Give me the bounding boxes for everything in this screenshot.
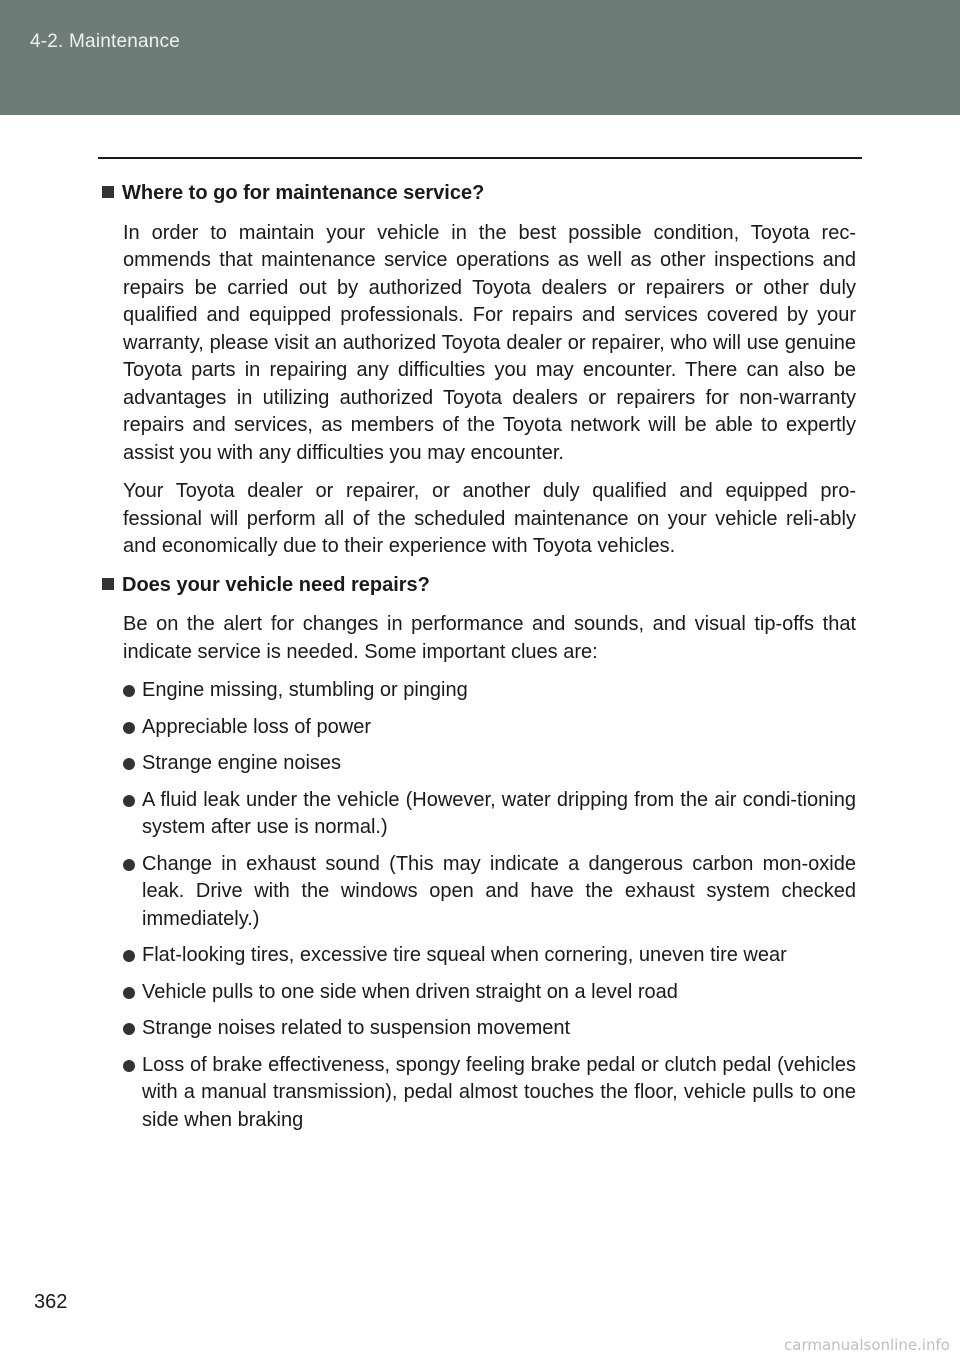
dot-bullet-icon: [123, 795, 135, 807]
list-item-text: Loss of brake effectiveness, spongy feeling brake pedal or clutch pedal (vehicles with a manual transmission), pedal almost touches the floor, vehicle pulls to one side when braking: [142, 1053, 856, 1131]
square-bullet-icon: [102, 578, 114, 590]
list-item-text: Strange noises related to suspension movement: [142, 1017, 571, 1039]
section-heading: [102, 572, 856, 600]
list-item-text: Vehicle pulls to one side when driven straight on a level road: [142, 980, 678, 1003]
page-content: [98, 180, 856, 1143]
list-item: [123, 1015, 856, 1043]
dot-bullet-icon: [123, 859, 135, 871]
dot-bullet-icon: [123, 685, 135, 697]
section-heading-text: Where to go for maintenance service?: [122, 182, 485, 204]
dot-bullet-icon: [123, 758, 135, 770]
section-heading: [102, 180, 856, 208]
list-item-text: Flat-looking tires, excessive tire squeal when cornering, uneven tire wear: [142, 944, 787, 966]
list-item: [123, 979, 856, 1007]
list-item: [123, 851, 856, 934]
divider-rule: [98, 157, 862, 159]
list-item: [123, 677, 856, 705]
section-label: 4-2. Maintenance: [30, 31, 181, 52]
dot-bullet-icon: [123, 722, 135, 734]
paragraph: In order to maintain your vehicle in the best possible condition, Toyota rec-ommends that maintenance service operations as well as other inspections and repairs be carried out by authorized Toyota dealers or repairers or other duly qualified and equipped professionals. For repairs and services covered by your warranty, please visit an authorized Toyota dealer or repairer, who will use genuine Toyota parts in repairing any difficulties you may encounter. There can also be advantages in utilizing authorized Toyota dealers or repairers for non-warranty repairs and services, as members of the Toyota network will be able to expertly assist you with any difficulties you may encounter.: [123, 221, 856, 464]
list-item-text: Change in exhaust sound (This may indicate a dangerous carbon mon-oxide leak. Drive with the windows open and have the exhaust system checked immediately.): [142, 852, 856, 930]
list-item-text: Strange engine noises: [142, 752, 342, 774]
list-item: [123, 750, 856, 778]
list-item-text: Engine missing, stumbling or pinging: [142, 679, 468, 701]
dot-bullet-icon: [123, 987, 135, 999]
list-item: [123, 1052, 856, 1135]
paragraph: Be on the alert for changes in performance and sounds, and visual tip-offs that indicate service is needed. Some important clues are:: [123, 613, 856, 663]
section-heading-text: Does your vehicle need repairs?: [122, 573, 430, 596]
watermark-text: carmanualsonline.info: [784, 1336, 950, 1354]
square-bullet-icon: [102, 186, 114, 198]
page-number: 362: [34, 1291, 68, 1313]
dot-bullet-icon: [123, 1060, 135, 1072]
list-item-text: Appreciable loss of power: [142, 715, 372, 738]
header-band: [0, 0, 960, 115]
list-item: [123, 714, 856, 742]
dot-bullet-icon: [123, 1023, 135, 1035]
paragraph: Your Toyota dealer or repairer, or another duly qualified and equipped pro-fessional will perform all of the scheduled maintenance on your vehicle reli-ably and economically due to their experience with Toyota vehicles.: [123, 480, 856, 557]
list-item-text: A fluid leak under the vehicle (However, water dripping from the air condi-tioning system after use is normal.): [142, 788, 856, 838]
dot-bullet-icon: [123, 950, 135, 962]
list-item: [123, 942, 856, 970]
list-item: [123, 787, 856, 842]
